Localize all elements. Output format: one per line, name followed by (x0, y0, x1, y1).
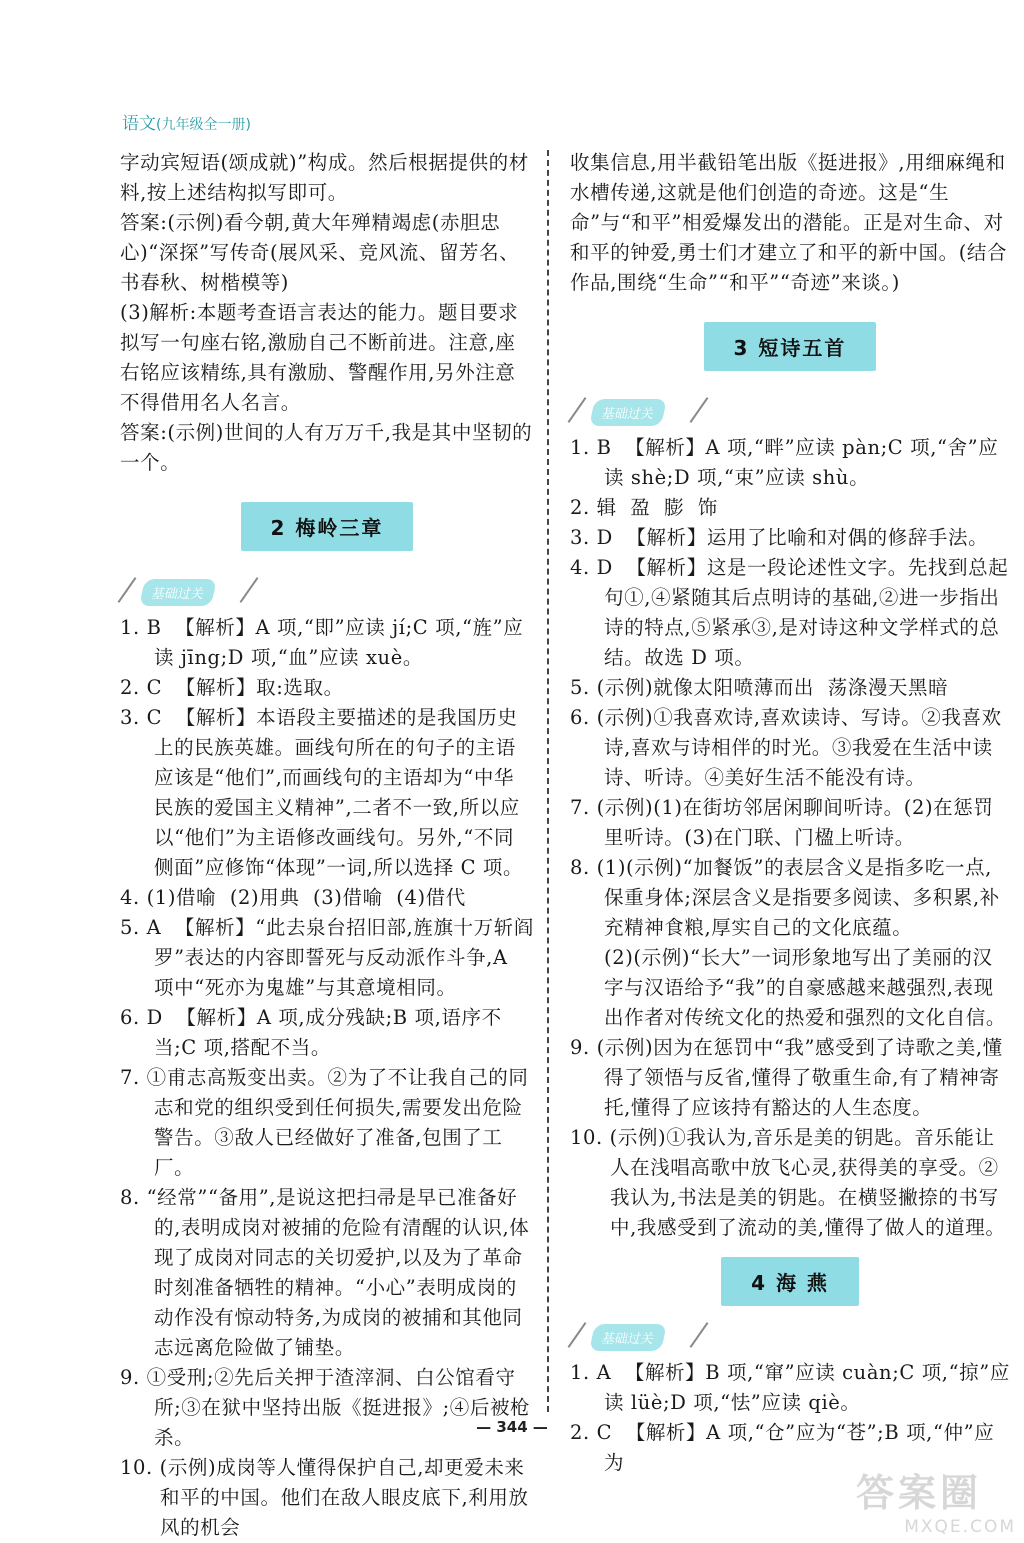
answer-item: 1. A 【解析】B 项,“窜”应读 cuàn;C 项,“掠”应读 lüè;D 项,“怯”应读 qiè。 (570, 1361, 1010, 1414)
left-column (120, 148, 534, 1543)
basic-badge-row (570, 395, 1010, 429)
answer-item: 3. D 【解析】运用了比喻和对偶的修辞手法。 (570, 526, 989, 549)
answer-item: 9. ①受刑;②先后关押于渣滓洞、白公馆看守所;③在狱中坚持出版《挺进报》;④后被枪杀。 (120, 1366, 531, 1449)
answer-item: 2. 辑 盈 膨 饰 (570, 496, 718, 519)
answer-item: 4. (1)借喻 (2)用典 (3)借喻 (4)借代 (120, 886, 466, 909)
answer-item: 2. C 【解析】A 项,“仓”应为“苍”;B 项,“仲”应为 (570, 1421, 995, 1474)
slash-decoration (690, 397, 709, 423)
slash-decoration (240, 577, 259, 603)
basic-badge-row (120, 575, 534, 609)
left-intro-answer-3: 答案:(示例)世间的人有万万千,我是其中坚韧的一个。 (120, 421, 533, 474)
slash-decoration (690, 1322, 709, 1348)
answer-item: 4. D 【解析】这是一段论述性文字。先找到总起句①,④紧随其后点明诗的基础,②进一步指出诗的特点,⑤紧承③,是对诗这种文学样式的总结。故选 D 项。 (570, 556, 1009, 669)
watermark-logo (856, 1462, 1016, 1537)
right-intro: 收集信息,用半截铅笔出版《挺进报》,用细麻绳和水槽传递,这就是他们创造的奇迹。这是“生命”与“和平”相爱爆发出的潜能。正是对生命、对和平的钟爱,勇士们才建立了和平的新中国。(结合作品,围绕“生命”“和平”“奇迹”来谈。) (570, 151, 1008, 294)
basic-badge-row (570, 1320, 1010, 1354)
page-header (122, 109, 251, 134)
section-title: 4 海 燕 (721, 1257, 859, 1306)
answer-item: 5. A 【解析】“此去泉台招旧部,旌旗十万斩阎罗”表达的内容即誓死与反动派作斗争,A 项中“死亦为鬼雄”与其意境相同。 (120, 916, 534, 999)
answer-item: (2)(示例)“长大”一词形象地写出了美丽的汉字与汉语给予“我”的自豪感越来越强烈,表现出作者对传统文化的热爱和强烈的文化自信。 (604, 946, 1007, 1029)
watermark-site: MXQE.COM (904, 1517, 1016, 1537)
section-3-heading (570, 322, 1010, 371)
grade-label: (九年级全一册) (156, 117, 251, 133)
answer-item: 10. (示例)①我认为,音乐是美的钥匙。音乐能让人在浅唱高歌中放飞心灵,获得美的享受。②我认为,书法是美的钥匙。在横竖撇捺的书写中,我感受到了流动的美,懂得了做人的道理。 (570, 1126, 1006, 1239)
answer-item: 7. (示例)(1)在街坊邻居闲聊间听诗。(2)在惩罚里听诗。(3)在门联、门楹上听诗。 (570, 796, 994, 849)
basic-badge: 基础过关 (589, 1324, 667, 1351)
answer-item: 1. B 【解析】A 项,“畔”应读 pàn;C 项,“舍”应读 shè;D 项,“束”应读 shù。 (570, 436, 999, 489)
slash-decoration (118, 577, 137, 603)
section-title: 3 短诗五首 (704, 322, 877, 371)
slash-decoration (568, 1322, 587, 1348)
basic-badge: 基础过关 (589, 399, 667, 426)
answer-item: 9. (示例)因为在惩罚中“我”感受到了诗歌之美,懂得了领悟与反省,懂得了敬重生命,有了精神寄托,懂得了应该持有豁达的人生态度。 (570, 1036, 1003, 1119)
answer-item: 6. D 【解析】A 项,成分残缺;B 项,语序不当;C 项,搭配不当。 (120, 1006, 502, 1059)
answer-item: 10. (示例)成岗等人懂得保护自己,却更爱未来和平的中国。他们在敌人眼皮底下,利用放风的机会 (120, 1456, 529, 1539)
left-intro-answer-1: 答案:(示例)看今朝,黄大年殚精竭虑(赤胆忠心)“深探”写传奇(展风采、竞风流、留芳名、书春秋、树楷模等) (120, 211, 520, 294)
answer-item: 5. (示例)就像太阳喷薄而出 荡涤漫天黑暗 (570, 676, 949, 699)
column-divider (547, 150, 549, 1412)
right-column (570, 148, 1010, 1478)
left-intro-analysis-3: (3)解析:本题考查语言表达的能力。题目要求拟写一句座右铭,激励自己不断前进。注意,座右铭应该精练,具有激励、警醒作用,另外注意不得借用名人名言。 (120, 301, 519, 414)
section-title: 2 梅岭三章 (241, 502, 414, 551)
answer-item: 8. “经常”“备用”,是说这把扫帚是早已准备好的,表明成岗对被捕的危险有清醒的认识,体现了成岗对同志的关切爱护,以及为了革命时刻准备牺牲的精神。“小心”表明成岗的动作没有惊动特务,为成岗的被捕和其他同志远离危险做了铺垫。 (120, 1186, 530, 1359)
answer-item: 7. ①甫志高叛变出卖。②为了不让我自己的同志和党的组织受到任何损失,需要发出危险警告。③敌人已经做好了准备,包围了工厂。 (120, 1066, 529, 1179)
watermark-main: 答案圈 (856, 1471, 983, 1515)
section-2-heading (120, 502, 534, 551)
slash-decoration (568, 397, 587, 423)
page-number: — 344 — (476, 1418, 548, 1436)
answer-item: 6. (示例)①我喜欢诗,喜欢读诗、写诗。②我喜欢诗,喜欢与诗相伴的时光。③我爱在生活中读诗、听诗。④美好生活不能没有诗。 (570, 706, 1002, 789)
answer-item: 8. (1)(示例)“加餐饭”的表层含义是指多吃一点,保重身体;深层含义是指要多阅读、多积累,补充精神食粮,厚实自己的文化底蕴。 (570, 856, 1000, 939)
answer-item: 2. C 【解析】取:选取。 (120, 676, 344, 699)
basic-badge: 基础过关 (139, 579, 217, 606)
subject-label: 语文 (122, 114, 156, 134)
answer-item: 3. C 【解析】本语段主要描述的是我国历史上的民族英雄。画线句所在的句子的主语应该是“他们”,而画线句的主语却为“中华民族的爱国主义精神”,二者不一致,所以应以“他们”为主语修改画线句。另外,“不同侧面”应修饰“体现”一词,所以选择 C 项。 (120, 706, 524, 879)
left-intro-1: 字动宾短语(颂成就)”构成。然后根据提供的材料,按上述结构拟写即可。 (120, 151, 529, 204)
answer-item: 1. B 【解析】A 项,“即”应读 jí;C 项,“旌”应读 jīng;D 项,“血”应读 xuè。 (120, 616, 524, 669)
section-4-heading (570, 1257, 1010, 1306)
